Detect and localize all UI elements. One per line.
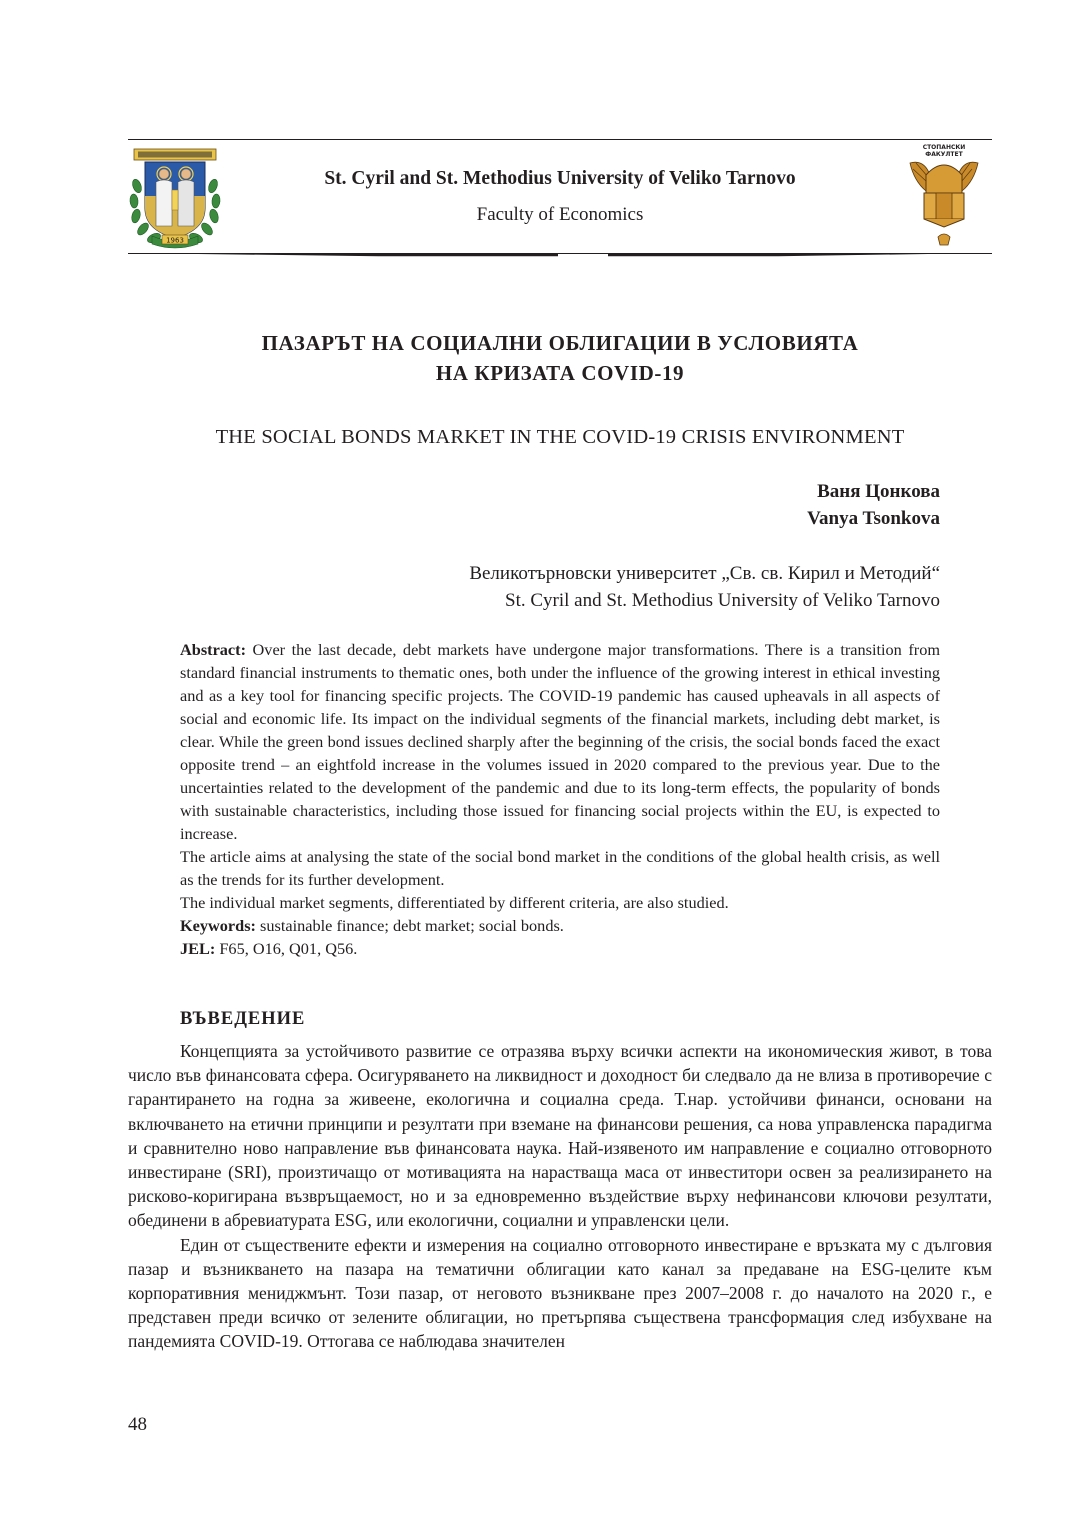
jel-codes: F65, O16, Q01, Q56. <box>219 939 358 958</box>
author-name-en: Vanya Tsonkova <box>807 508 940 529</box>
emblem-text-line1: СТОПАНСКИ <box>922 144 966 151</box>
abstract-paragraph <box>180 638 940 845</box>
abstract-block <box>180 638 940 960</box>
author-affiliation-bg: Великотърновски университет „Св. св. Кирил и Методий“ <box>469 563 940 584</box>
jel-line <box>180 937 940 960</box>
intro-paragraph-1: Концепцията за устойчивото развитие се отразява върху всички аспекти на икономическия живот, в това число във финансовата сфера. Осигуряването на ликвидност и доходност би следвало да не влиза в противоречие с гарантирането на годна за живеене, екологична и социална среда. Т.нар. устойчиви финанси, основани на включването на етични принципи и резултати при вземане на финансови решения, са нова управленска парадигма и сравнително ново направление във финансовата наука. Най-изявеното им направление е социално отговорното инвестиране (SRI), произтичащо от мотивацията на нарастваща маса от инвеститори освен за реализирането на рисково-коригирана възвръщаемост, но и за едновременно въздействие върху нефинансови ключови резултати, обединени в абревиатурата ESG, или екологични, социални и управленски цели. <box>128 1041 992 1231</box>
abstract-text: Over the last decade, debt markets have undergone major transformations. There is a transition from standard financial instruments to thematic ones, both under the influence of the growing interest in ethical investing and as a key tool for financing specific projects. The COVID-19 pandemic has caused upheavals in all aspects of social and economic life. Its impact on the individual segments of the financial markets, including debt market, is clear. While the green bond issues declined sharply after the beginning of the crisis, the social bonds faced the exact opposite trend – an eightfold increase in the volumes issued in 2020 compared to the previous year. Due to the uncertainties related to the development of the pandemic and due to its long-term effects, the popularity of bonds with sustainable characteristics, including those issued for financing social projects within the EU, is expected to increase. <box>180 640 940 843</box>
abstract-label: Abstract: <box>180 640 247 659</box>
abstract-paragraph-2: The article aims at analysing the state of the social bond market in the conditions of the global health crisis, as well as the trends for its further development. <box>180 847 940 889</box>
abstract-paragraph-3: The individual market segments, differentiated by different criteria, are also studied. <box>180 893 729 912</box>
header-faculty: Faculty of Economics <box>476 204 644 225</box>
section-heading-introduction: ВЪВЕДЕНИЕ <box>180 1009 306 1029</box>
article-title-en: THE SOCIAL BONDS MARKET IN THE COVID-19 CRISIS ENVIRONMENT <box>215 426 905 448</box>
article-title-bg-line1: ПАЗАРЪТ НА СОЦИАЛНИ ОБЛИГАЦИИ В УСЛОВИЯТА <box>261 331 859 355</box>
jel-label: JEL: <box>180 939 216 958</box>
keywords-text: sustainable finance; debt market; social bonds. <box>260 916 564 935</box>
keywords-label: Keywords: <box>180 916 256 935</box>
intro-paragraph-2: Един от съществените ефекти и измерения на социално отговорното инвестиране е връзката му с дълговия пазар и възникването на пазара на тематични облигации като канал за предаване на ESG-целите към корпоративния мениджмънт. Този пазар, от неговото възникване през 2007–2008 г. до началото на 2020 г., е представен преди всичко от зелените облигации, но претърпява съществена трансформация след избухване на пандемията COVID-19. Оттогава се наблюдава значителен <box>128 1234 992 1352</box>
header-top-rule <box>128 139 992 140</box>
keywords-line <box>180 914 940 937</box>
emblem-text-line2: ФАКУЛТЕТ <box>925 151 963 158</box>
article-title-bg-line2: НА КРИЗАТА COVID-19 <box>435 361 685 385</box>
introduction-body <box>128 1039 992 1354</box>
header-bottom-rule <box>128 253 992 256</box>
faculty-helmet-emblem-icon <box>906 141 982 249</box>
author-affiliation-en: St. Cyril and St. Methodius University of Veliko Tarnovo <box>505 590 940 611</box>
header-university: St. Cyril and St. Methodius University of Veliko Tarnovo <box>324 168 796 189</box>
crest-year: 1963 <box>166 236 184 245</box>
page-number: 48 <box>128 1414 147 1435</box>
author-name-bg: Ваня Цонкова <box>817 481 940 502</box>
university-crest-icon <box>128 146 222 249</box>
article-title-bg <box>128 328 992 388</box>
